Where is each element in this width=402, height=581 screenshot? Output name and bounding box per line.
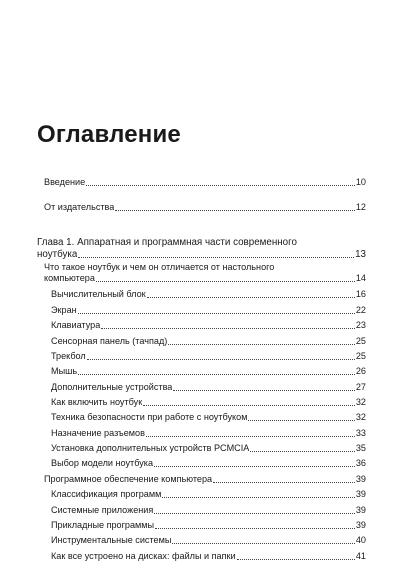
toc-entry-page: 26	[355, 366, 366, 376]
toc-entry-page: 39	[355, 520, 366, 530]
dot-leader	[96, 281, 355, 282]
section-1-title-line[interactable]: Что такое ноутбук и чем он отличается от настольного	[44, 262, 275, 272]
toc-entry-page: 35	[355, 443, 366, 453]
dot-leader	[78, 313, 355, 314]
toc-entry-label: Клавиатура	[51, 320, 101, 330]
toc-entry-subsection[interactable]	[51, 520, 366, 531]
toc-entry-subsection[interactable]	[51, 289, 366, 300]
toc-entry-label: Вычислительный блок	[51, 289, 146, 299]
dot-leader	[173, 390, 355, 391]
toc-entry-subsection[interactable]	[51, 443, 366, 454]
dot-leader	[147, 297, 355, 298]
toc-entry-label: Экран	[51, 305, 77, 315]
toc-entry-label: Установка дополнительных устройств PCMCIA	[51, 443, 250, 453]
toc-entry-label: Мышь	[51, 366, 78, 376]
toc-entry-chapter-1[interactable]	[37, 249, 366, 260]
toc-entry-page: 36	[355, 458, 366, 468]
toc-entry-page: 16	[355, 289, 366, 299]
dot-leader	[172, 543, 354, 544]
dot-leader	[78, 374, 355, 375]
toc-entry-page: 23	[355, 320, 366, 330]
toc-entry-page: 12	[355, 202, 366, 212]
toc-entry-label: Как включить ноутбук	[51, 397, 143, 407]
dot-leader	[143, 405, 355, 406]
toc-entry-label: Техника безопасности при работе с ноутбуком	[51, 412, 248, 422]
dot-leader	[248, 420, 354, 421]
toc-entry-page: 32	[355, 397, 366, 407]
toc-entry-page: 32	[355, 412, 366, 422]
toc-entry-page: 39	[355, 489, 366, 499]
toc-entry-label: Назначение разъемов	[51, 428, 145, 438]
toc-entry-page: 10	[355, 177, 366, 187]
toc-entry-subsection[interactable]	[51, 505, 366, 516]
toc-entry-subsection[interactable]	[51, 535, 366, 546]
toc-entry-subsection[interactable]	[51, 489, 366, 500]
toc-entry-section-2[interactable]	[44, 474, 366, 485]
dot-leader	[78, 257, 354, 258]
toc-entry-introduction[interactable]	[44, 177, 366, 188]
chapter-1-title-line[interactable]: Глава 1. Аппаратная и программная части современного	[37, 237, 297, 248]
toc-entry-label: Классификация программ	[51, 489, 162, 499]
toc-entry-page: 33	[355, 428, 366, 438]
toc-entry-page: 27	[355, 382, 366, 392]
dot-leader	[154, 513, 355, 514]
toc-entry-page: 39	[355, 474, 366, 484]
dot-leader	[162, 497, 355, 498]
toc-entry-subsection[interactable]	[51, 351, 366, 362]
toc-entry-subsection[interactable]	[51, 305, 366, 316]
dot-leader	[146, 436, 355, 437]
toc-entry-label: Выбор модели ноутбука	[51, 458, 154, 468]
toc-entry-label: Инструментальные системы	[51, 535, 172, 545]
toc-entry-page: 41	[355, 551, 366, 561]
toc-entry-label: Программное обеспечение компьютера	[44, 474, 213, 484]
dot-leader	[168, 344, 355, 345]
dot-leader	[86, 185, 355, 186]
toc-entry-page: 13	[355, 249, 366, 260]
toc-entry-page: 40	[355, 535, 366, 545]
dot-leader	[250, 451, 355, 452]
toc-entry-label: Прикладные программы	[51, 520, 155, 530]
dot-leader	[155, 528, 355, 529]
toc-entry-subsection[interactable]	[51, 320, 366, 331]
dot-leader	[87, 359, 355, 360]
toc-entry-page: 22	[355, 305, 366, 315]
toc-entry-from-publisher[interactable]	[44, 202, 366, 213]
toc-entry-label: Дополнительные устройства	[51, 382, 173, 392]
dot-leader	[154, 466, 355, 467]
toc-entry-page: 14	[355, 273, 366, 283]
toc-entry-label: Сенсорная панель (тачпад)	[51, 336, 168, 346]
toc-entry-subsection[interactable]	[51, 458, 366, 469]
toc-entry-label: Введение	[44, 177, 86, 187]
toc-entry-label: компьютера	[44, 273, 95, 283]
toc-entry-subsection[interactable]	[51, 382, 366, 393]
toc-entry-subsection[interactable]	[51, 412, 366, 423]
toc-entry-label: Системные приложения	[51, 505, 154, 515]
toc-entry-label: Как все устроено на дисках: файлы и папки	[51, 551, 236, 561]
toc-entry-subsection[interactable]	[51, 551, 366, 562]
dot-leader	[213, 482, 355, 483]
toc-entry-section-1[interactable]	[44, 273, 366, 284]
toc-entry-subsection[interactable]	[51, 336, 366, 347]
toc-entry-page: 39	[355, 505, 366, 515]
dot-leader	[115, 210, 355, 211]
toc-entry-label: ноутбука	[37, 249, 78, 260]
toc-entry-page: 25	[355, 336, 366, 346]
toc-entry-page: 25	[355, 351, 366, 361]
toc-entry-subsection[interactable]	[51, 397, 366, 408]
toc-entry-label: От издательства	[44, 202, 115, 212]
toc-entry-subsection[interactable]	[51, 428, 366, 439]
dot-leader	[101, 328, 355, 329]
toc-entry-subsection[interactable]	[51, 366, 366, 377]
toc-entry-label: Трекбол	[51, 351, 86, 361]
dot-leader	[237, 559, 355, 560]
page-title: Оглавление	[37, 121, 181, 148]
